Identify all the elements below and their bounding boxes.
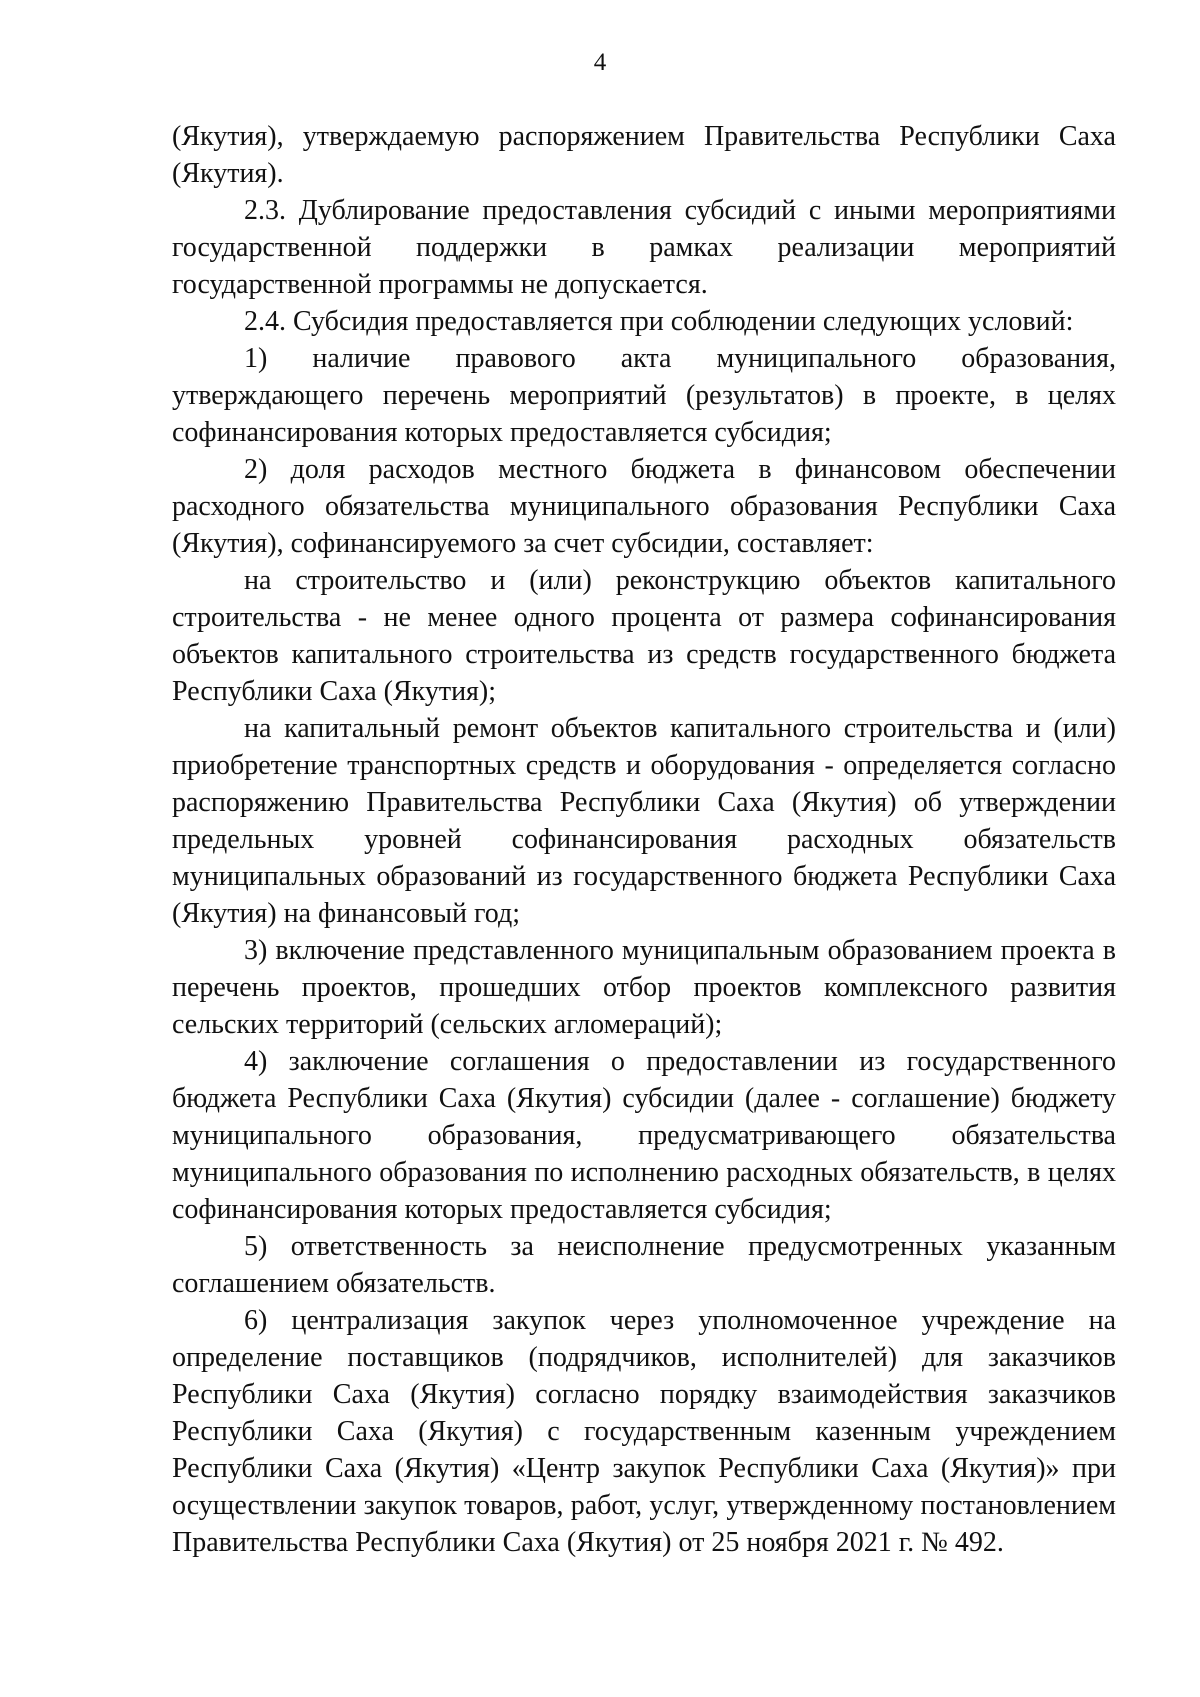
document-body (172, 118, 1116, 1561)
condition-3: 3) включение представленного муниципальным образованием проекта в перечень проектов, прошедших отбор проектов комплексного развития сельских территорий (сельских агломераций); (172, 935, 1116, 1040)
condition-4: 4) заключение соглашения о предоставлении из государственного бюджета Республики Саха (Якутия) субсидии (далее - соглашение) бюджету муниципального образования, предусматривающего обязательства муниципального образования по исполнению расходных обязательств, в целях софинансирования которых предоставляется субсидия; (172, 1046, 1116, 1225)
condition-2: 2) доля расходов местного бюджета в финансовом обеспечении расходного обязательства муниципального образования Республики Саха (Якутия), софинансируемого за счет субсидии, составляет: (172, 454, 1116, 559)
condition-2-repair: на капитальный ремонт объектов капитального строительства и (или) приобретение транспортных средств и оборудования - определяется согласно распоряжению Правительства Республики Саха (Якутия) об утверждении предельных уровней софинансирования расходных обязательств муниципальных образований из государственного бюджета Республики Саха (Якутия) на финансовый год; (172, 713, 1116, 929)
paragraph-continuation: (Якутия), утверждаемую распоряжением Правительства Республики Саха (Якутия). (172, 121, 1116, 189)
condition-6: 6) централизация закупок через уполномоченное учреждение на определение поставщиков (подрядчиков, исполнителей) для заказчиков Республики Саха (Якутия) согласно порядку взаимодействия заказчиков Республики Саха (Якутия) с государственным казенным учреждением Республики Саха (Якутия) «Центр закупок Республики Саха (Якутия)» при осуществлении закупок товаров, работ, услуг, утвержденному постановлением Правительства Республики Саха (Якутия) от 25 ноября 2021 г. № 492. (172, 1305, 1116, 1558)
paragraph-2-3: 2.3. Дублирование предоставления субсидий с иными мероприятиями государственной поддержки в рамках реализации мероприятий государственной программы не допускается. (172, 195, 1116, 300)
paragraph-2-4: 2.4. Субсидия предоставляется при соблюдении следующих условий: (244, 306, 1074, 337)
page-number: 4 (593, 49, 607, 76)
condition-1: 1) наличие правового акта муниципального образования, утверждающего перечень мероприятий (результатов) в проекте, в целях софинансирования которых предоставляется субсидия; (172, 343, 1116, 448)
condition-2-construction: на строительство и (или) реконструкцию объектов капитального строительства - не менее одного процента от размера софинансирования объектов капитального строительства из средств государственного бюджета Республики Саха (Якутия); (172, 565, 1116, 707)
condition-5: 5) ответственность за неисполнение предусмотренных указанным соглашением обязательств. (172, 1231, 1116, 1299)
